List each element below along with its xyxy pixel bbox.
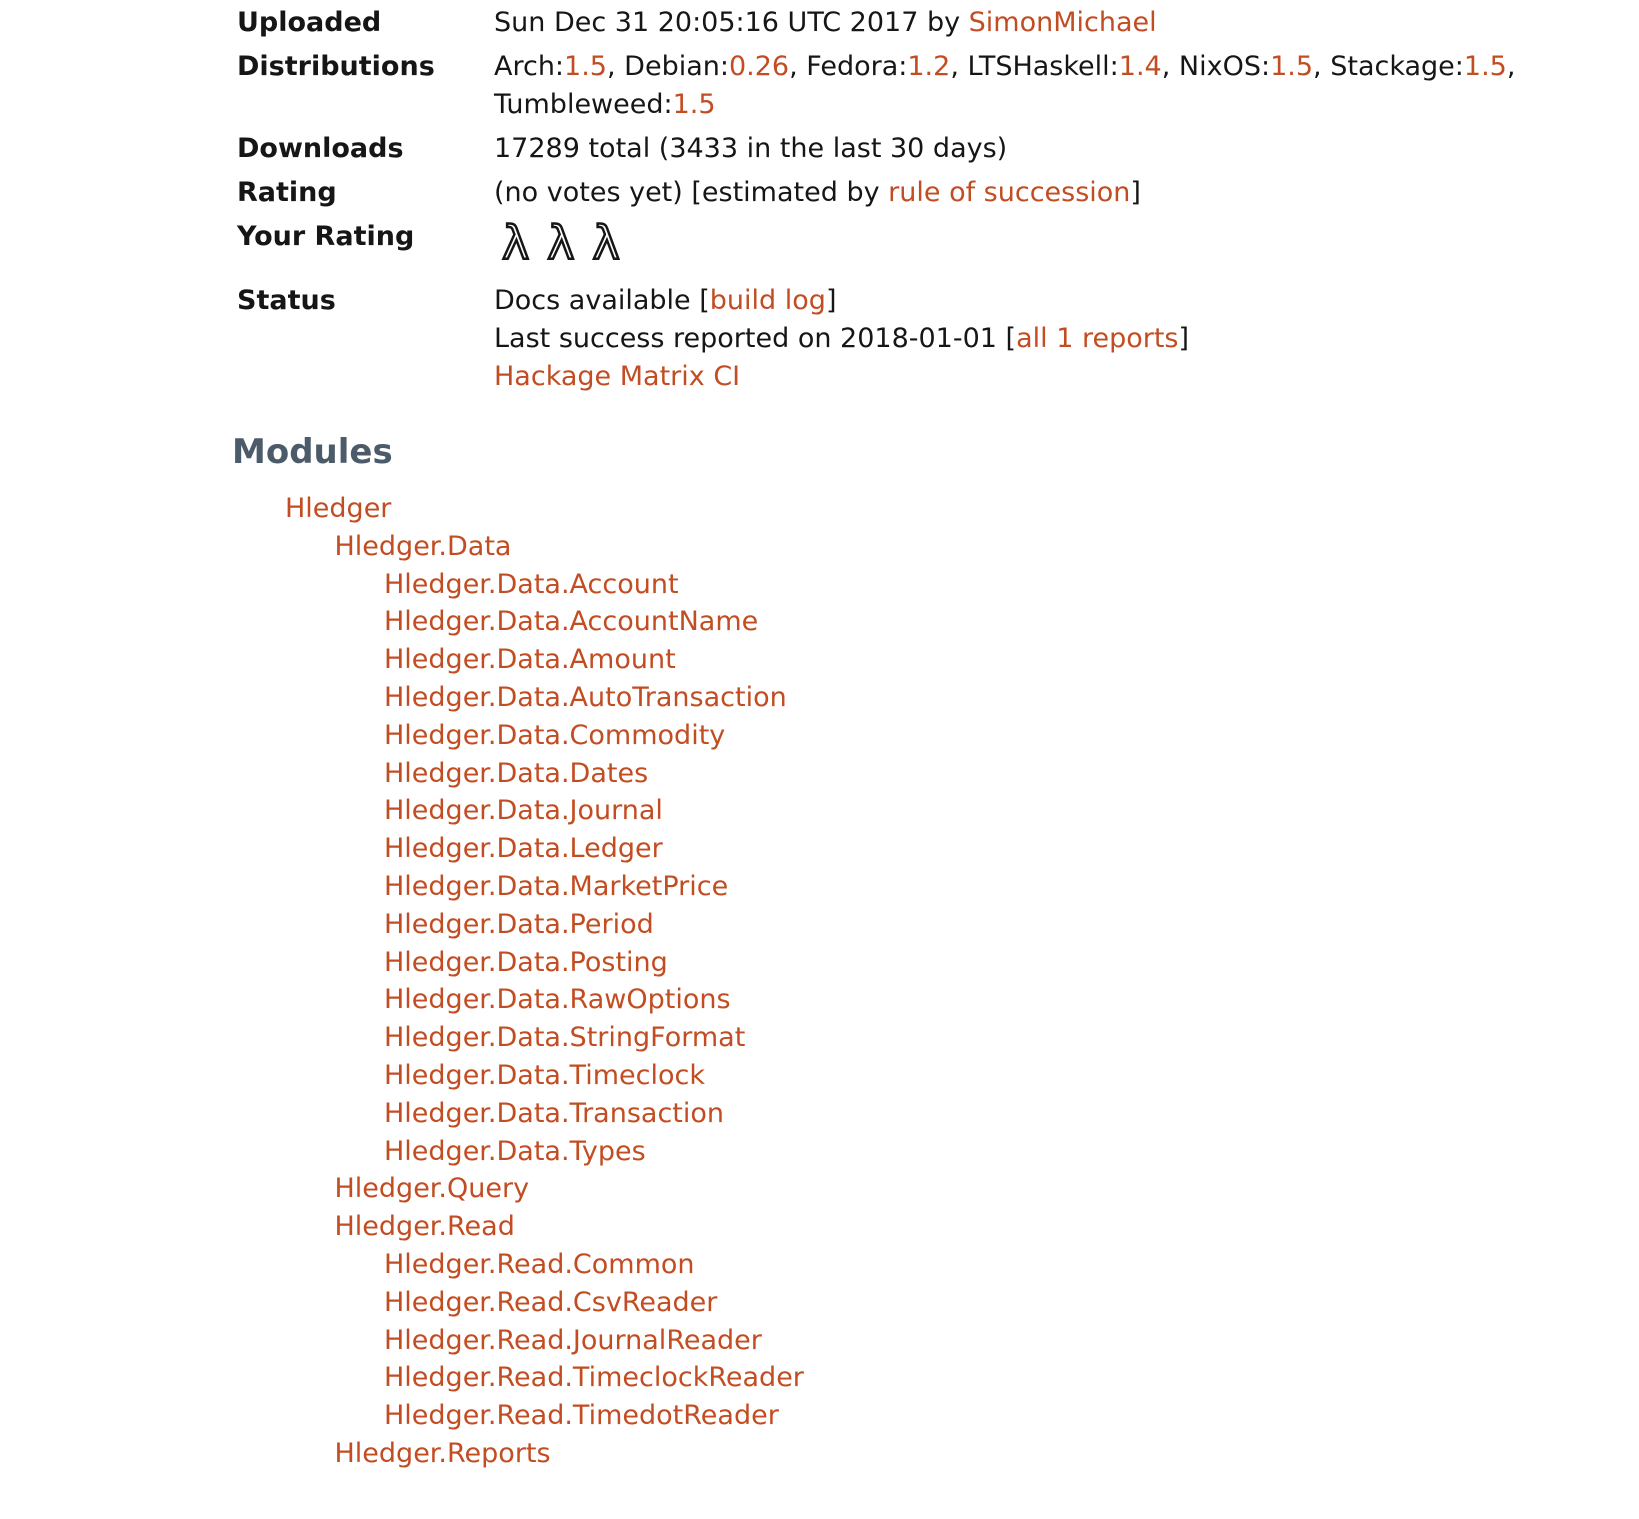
module-row: [237, 1170, 1639, 1208]
uploaded-row: [237, 4, 1639, 42]
distribution-name: Fedora:: [806, 51, 908, 82]
module-link[interactable]: Hledger.Read.JournalReader: [384, 1324, 762, 1356]
distribution-item: [1179, 51, 1322, 82]
module-row: [237, 641, 1639, 679]
uploaded-text: Sun Dec 31 20:05:16 UTC 2017 by: [494, 7, 969, 38]
status-matrix-line: [494, 358, 1564, 396]
module-row: [237, 528, 1639, 566]
module-row: [237, 1322, 1639, 1360]
module-link[interactable]: Hledger.Data.MarketPrice: [384, 870, 729, 902]
distribution-name: Debian:: [624, 51, 729, 82]
uploaded-value: [494, 4, 1564, 42]
module-row: [237, 1359, 1639, 1397]
distribution-separator: ,: [789, 51, 798, 82]
distribution-version-link[interactable]: 1.5: [1270, 51, 1314, 82]
lambda-rating-icon[interactable]: λ: [502, 216, 530, 270]
rating-row: [237, 174, 1639, 212]
module-link[interactable]: Hledger: [285, 493, 392, 524]
distributions-row: [237, 48, 1639, 124]
module-row: [237, 603, 1639, 641]
module-row: [237, 566, 1639, 604]
module-row: [237, 1095, 1639, 1133]
downloads-label: Downloads: [237, 133, 404, 164]
module-link[interactable]: Hledger.Read.CsvReader: [384, 1286, 718, 1318]
rating-value: [494, 174, 1564, 212]
module-link[interactable]: Hledger.Data.Transaction: [384, 1097, 725, 1129]
distribution-name: LTSHaskell:: [967, 51, 1119, 82]
build-log-link[interactable]: build log: [709, 285, 826, 316]
lambda-rating-icon[interactable]: λ: [592, 216, 620, 270]
module-link[interactable]: Hledger.Data: [334, 530, 512, 562]
distribution-separator: ,: [606, 51, 616, 82]
rule-of-succession-link[interactable]: rule of succession: [888, 177, 1131, 208]
module-link[interactable]: Hledger.Data.Ledger: [384, 833, 663, 865]
module-link[interactable]: Hledger.Data.Timeclock: [384, 1059, 705, 1091]
module-link[interactable]: Hledger.Data.Commodity: [384, 719, 726, 751]
rating-text: (no votes yet) [estimated by: [494, 177, 889, 208]
distribution-version-link[interactable]: 1.4: [1118, 51, 1162, 82]
module-link[interactable]: Hledger.Read.TimedotReader: [384, 1400, 779, 1432]
status-success-text: Last success reported on 2018-01-01 [: [494, 323, 1017, 354]
distribution-item: [806, 51, 959, 82]
module-row: [237, 1435, 1639, 1473]
module-row: [237, 1133, 1639, 1171]
distribution-version-link[interactable]: 1.5: [564, 51, 607, 82]
module-link[interactable]: Hledger.Data.Period: [384, 908, 654, 940]
module-row: [237, 1284, 1639, 1322]
distribution-version-link[interactable]: 0.26: [728, 51, 790, 82]
module-link[interactable]: Hledger.Read.Common: [384, 1248, 695, 1280]
status-row: [237, 282, 1639, 396]
distribution-item: [1330, 51, 1515, 82]
lambda-rating-icon[interactable]: λ: [547, 216, 575, 270]
distribution-item: [494, 89, 716, 120]
module-link[interactable]: Hledger.Data.Posting: [384, 946, 668, 978]
distribution-version-link[interactable]: 1.5: [672, 89, 716, 120]
module-row: [237, 1246, 1639, 1284]
module-link[interactable]: Hledger.Reports: [334, 1437, 551, 1469]
module-link[interactable]: Hledger.Read.TimeclockReader: [384, 1362, 804, 1394]
distribution-item: [494, 51, 616, 82]
rating-label: Rating: [237, 177, 337, 208]
all-reports-link[interactable]: all 1 reports: [1016, 323, 1179, 354]
downloads-value: 17289 total (3433 in the last 30 days): [494, 133, 1008, 164]
status-success-line: [494, 320, 1564, 358]
status-docs-text: Docs available [: [494, 285, 710, 316]
distribution-item: [624, 51, 798, 82]
module-row: [237, 1208, 1639, 1246]
hackage-matrix-ci-link[interactable]: Hackage Matrix CI: [494, 361, 741, 392]
modules-list: [0, 490, 1639, 1513]
module-row: [237, 906, 1639, 944]
uploader-link[interactable]: SimonMichael: [968, 7, 1157, 38]
module-row: [237, 792, 1639, 830]
distribution-separator: ,: [1161, 51, 1171, 82]
package-properties: [0, 0, 1639, 396]
module-row: [237, 944, 1639, 982]
module-row: [237, 755, 1639, 793]
distribution-name: Tumbleweed:: [494, 89, 673, 120]
distribution-name: Stackage:: [1330, 51, 1464, 82]
status-docs-line: [494, 282, 1564, 320]
module-link[interactable]: Hledger.Read: [334, 1211, 515, 1243]
module-row: [237, 830, 1639, 868]
module-row: [237, 868, 1639, 906]
rating-text-suffix: ]: [1130, 177, 1141, 208]
distribution-version-link[interactable]: 1.2: [907, 51, 951, 82]
status-value: [494, 282, 1564, 396]
modules-heading: Modules: [232, 432, 393, 472]
module-row: [237, 1019, 1639, 1057]
distribution-name: NixOS:: [1178, 51, 1271, 82]
status-docs-suffix: ]: [825, 285, 837, 316]
module-link[interactable]: Hledger.Data.Types: [384, 1135, 646, 1167]
distribution-separator: ,: [1313, 51, 1322, 82]
distribution-separator: ,: [950, 51, 959, 82]
distribution-item: [968, 51, 1171, 82]
module-row: [237, 490, 1639, 528]
your-rating-row: [237, 218, 1639, 276]
module-link[interactable]: Hledger.Data.StringFormat: [384, 1022, 746, 1054]
module-link[interactable]: Hledger.Data.Dates: [384, 757, 649, 789]
module-link[interactable]: Hledger.Data.AutoTransaction: [384, 681, 787, 713]
module-row: [237, 1397, 1639, 1435]
distributions-value: [494, 48, 1564, 124]
module-link[interactable]: Hledger.Data.Account: [384, 568, 679, 600]
distribution-name: Arch:: [494, 51, 565, 82]
module-link[interactable]: Hledger.Data.AccountName: [384, 606, 759, 638]
uploaded-label: Uploaded: [237, 7, 382, 38]
module-row: [237, 679, 1639, 717]
your-rating-stars: [494, 218, 1572, 276]
module-link[interactable]: Hledger.Data.Journal: [384, 795, 663, 827]
module-link[interactable]: Hledger.Query: [334, 1173, 530, 1205]
distribution-version-link[interactable]: 1.5: [1463, 51, 1507, 82]
your-rating-label: Your Rating: [237, 221, 415, 252]
module-link[interactable]: Hledger.Data.RawOptions: [384, 984, 731, 1016]
distributions-label: Distributions: [237, 51, 435, 82]
status-success-suffix: ]: [1178, 323, 1190, 354]
downloads-row: [237, 130, 1639, 168]
status-label: Status: [237, 285, 336, 316]
module-row: [237, 981, 1639, 1019]
module-row: [237, 717, 1639, 755]
module-link[interactable]: Hledger.Data.Amount: [384, 644, 676, 676]
distribution-separator: ,: [1506, 51, 1516, 82]
module-row: [237, 1057, 1639, 1095]
